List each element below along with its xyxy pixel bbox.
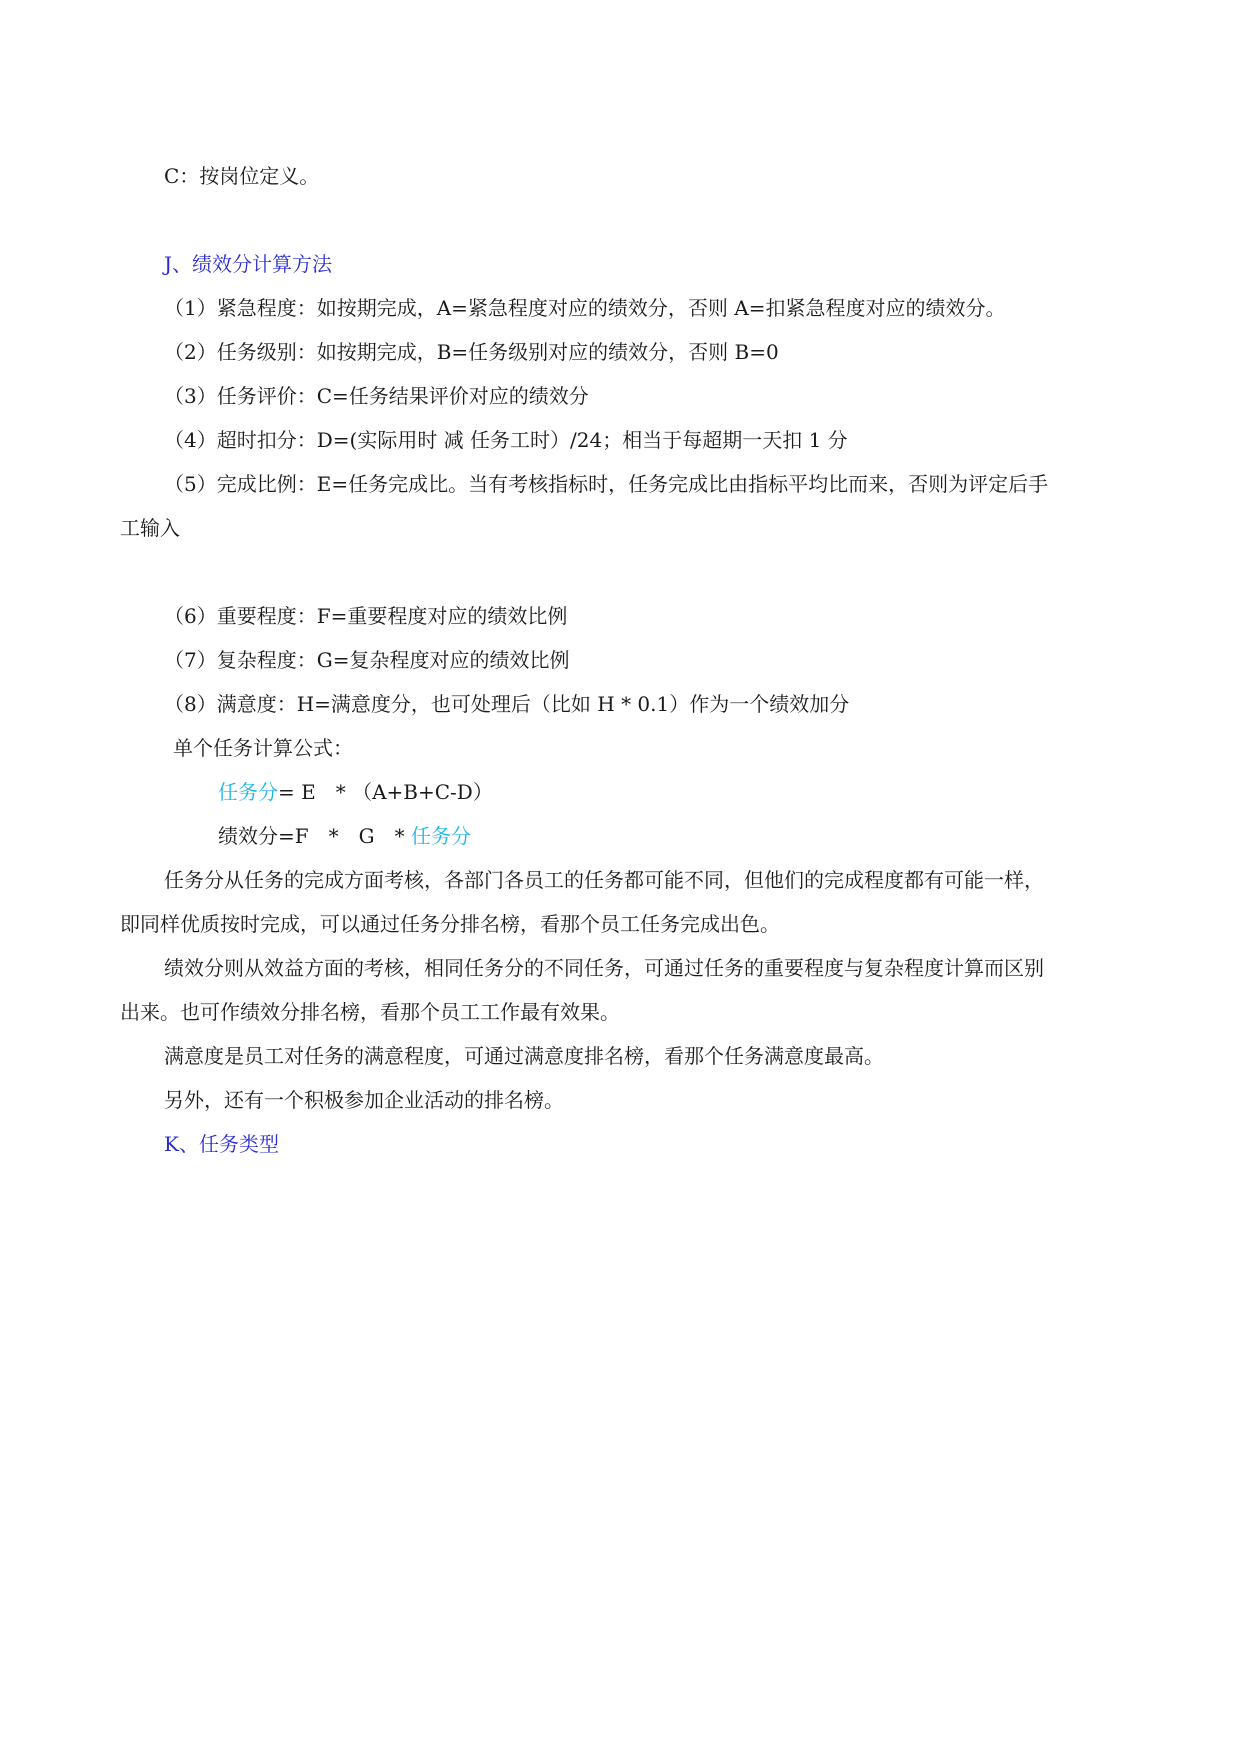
formula-title: 单个任务计算公式： bbox=[173, 736, 353, 760]
list-item-6: （6）重要程度：F=重要程度对应的绩效比例 bbox=[164, 604, 568, 628]
section-k-heading: K、任务类型 bbox=[164, 1132, 279, 1156]
list-item-8: （8）满意度：H=满意度分，也可处理后（比如 H * 0.1）作为一个绩效加分 bbox=[164, 692, 850, 716]
formula-performance-score bbox=[218, 822, 471, 850]
paragraph-performance-score-1: 绩效分则从效益方面的考核，相同任务分的不同任务，可通过任务的重要程度与复杂程度计算而区别 bbox=[164, 956, 1044, 980]
list-item-1: （1）紧急程度：如按期完成，A=紧急程度对应的绩效分，否则 A=扣紧急程度对应的绩效分。 bbox=[164, 296, 1006, 320]
paragraph-task-score-2: 即同样优质按时完成，可以通过任务分排名榜，看那个员工任务完成出色。 bbox=[120, 912, 780, 936]
paragraph-task-score-1: 任务分从任务的完成方面考核，各部门各员工的任务都可能不同，但他们的完成程度都有可能一样， bbox=[164, 868, 1044, 892]
list-item-2: （2）任务级别：如按期完成，B=任务级别对应的绩效分，否则 B=0 bbox=[164, 340, 779, 364]
section-j-heading: J、绩效分计算方法 bbox=[164, 252, 333, 276]
list-item-5: （5）完成比例：E=任务完成比。当有考核指标时，任务完成比由指标平均比而来，否则为评定后手 bbox=[164, 472, 1049, 496]
list-item-5-continued: 工输入 bbox=[120, 516, 180, 540]
list-item-4: （4）超时扣分：D=(实际用时 减 任务工时）/24；相当于每超期一天扣 1 分 bbox=[164, 428, 848, 452]
formula-task-score bbox=[218, 778, 493, 806]
formula-performance-label: 任务分 bbox=[410, 824, 471, 848]
formula-task-score-expr: = E * （A+B+C-D） bbox=[278, 780, 493, 804]
formula-task-score-label: 任务分 bbox=[218, 780, 278, 804]
formula-performance-prefix: 绩效分=F * G * bbox=[218, 824, 405, 848]
list-item-3: （3）任务评价：C=任务结果评价对应的绩效分 bbox=[164, 384, 589, 408]
paragraph-activity: 另外，还有一个积极参加企业活动的排名榜。 bbox=[164, 1088, 564, 1112]
paragraph-satisfaction: 满意度是员工对任务的满意程度，可通过满意度排名榜，看那个任务满意度最高。 bbox=[164, 1044, 884, 1068]
paragraph-performance-score-2: 出来。也可作绩效分排名榜，看那个员工工作最有效果。 bbox=[120, 1000, 620, 1024]
section-c-line: C：按岗位定义。 bbox=[164, 164, 320, 188]
list-item-7: （7）复杂程度：G=复杂程度对应的绩效比例 bbox=[164, 648, 570, 672]
